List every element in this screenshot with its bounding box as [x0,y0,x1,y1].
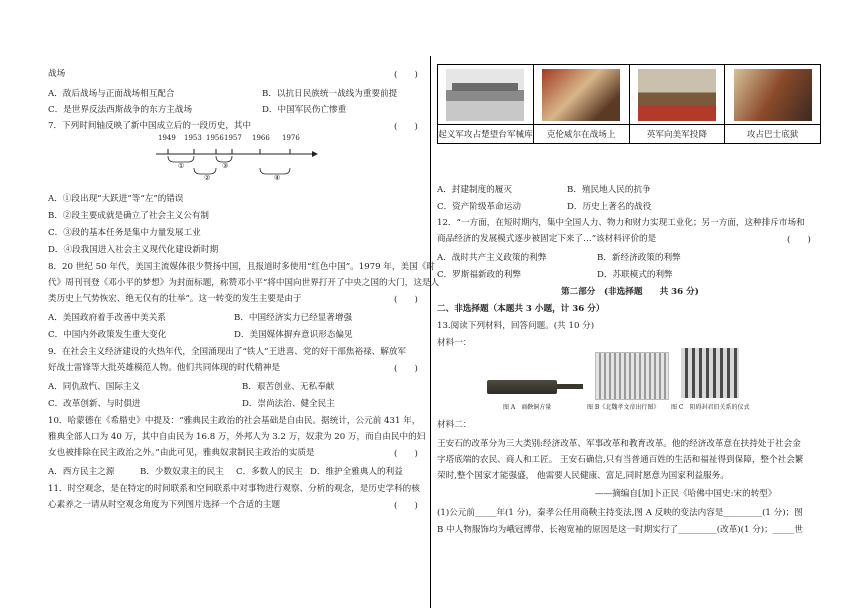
pic-cell-3 [629,65,725,125]
q6-option-a[interactable]: A．敌后战场与正面战场相互配合 [48,89,175,99]
q10-stem-line1: 10．哈蒙德在《希腊史》中提及：“雅典民主政治的社会基础是自由民。据统计，公元前 431 年， [48,416,421,426]
timeline-year-1976: 1976 [282,134,300,142]
q12-stem-line1: 12．“一方面，在短时期内，集中全国人力、物力和财力实现工业化；另一方面，这种排斥市场和 [437,218,805,228]
pic-caption-3: 英军向美军投降 [629,125,725,144]
q7-stem: 7．下列时间轴反映了新中国成立后的一段历史，其中 [48,121,252,131]
timeline-mark-1: ① [178,162,185,170]
timeline-year-1957: 1957 [224,134,242,142]
pic-caption-4: 攻占巴士底狱 [725,125,821,144]
figure-b-caption: 图 B《北魏孝文帝出行图》 [587,404,660,411]
q8-stem-line1: 8．20 世纪 50 年代，美国主流媒体很少赞扬中国，且报道时多使用“红色中国”。1979 年，美国《时 [48,262,435,272]
q7-option-d[interactable]: D．④段我国进入社会主义现代化建设新时期 [48,245,219,255]
q8-option-d[interactable]: D．美国媒体摒弃意识形态偏见 [234,330,353,340]
q6-stem-tail: 战场 [48,69,66,79]
q10-stem-line3: 女也被排除在民主政治之外。”由此可见，雅典奴隶制民主政治的实质是 [48,448,315,458]
q6-option-d[interactable]: D．中国军民伤亡惨重 [262,105,347,115]
q8-answer-paren[interactable]: ( ) [394,295,418,305]
q13-part1-line2[interactable]: B 中人物服饰均为峨冠博带、长袍宽袖的原因是这一时期实行了_________(改革)(1 分)；_____世 [437,525,803,535]
q9-option-b[interactable]: B．艰苦创业、无私奉献 [242,382,335,392]
q12-option-b[interactable]: B．新经济政策的利弊 [597,253,681,263]
photo-armory-image [446,69,524,121]
figure-a-bronze-measure-image [483,372,587,398]
q6-option-c[interactable]: C．是世界反法西斯战争的东方主战场 [48,105,193,115]
q11-option-a[interactable]: A．封建制度的履灭 [437,185,512,195]
q8-stem-line2: 代》周刊刊登《邓小平的梦想》为封面标题，称赞邓小平“将中国向世界打开了中央之国的大门，这是人 [48,278,440,288]
timeline-mark-2: ② [204,174,211,182]
q10-option-c[interactable]: C．多数人的民主 [236,467,303,477]
q10-option-b[interactable]: B．少数奴隶主的民主 [140,467,224,477]
photo-bastille-image [734,69,812,121]
material2-line1: 王安石的改革分为三大类别:经济改革、军事改革和教育改革。他的经济改革意在扶持处于社会金 [437,439,801,449]
q11-option-c[interactable]: C．资产阶级革命运动 [437,202,521,212]
q10-stem-line2: 雅典全部人口为 40 万，其中自由民为 16.8 万，外邦人为 3.2 万，奴隶为 20 万，而自由民中的妇 [48,432,426,442]
q7-answer-paren[interactable]: ( ) [394,122,418,132]
q10-answer-paren[interactable]: ( ) [394,449,418,459]
q8-option-a[interactable]: A．美国政府着手改善中美关系 [48,313,166,323]
q8-option-c[interactable]: C．中国内外政策发生重大变化 [48,330,167,340]
q11-stem-line1: 11．时空观念，是在特定的时间联系和空间联系中对事物进行观察、分析的观念，是历史学科的核 [48,484,420,494]
q9-answer-paren[interactable]: ( ) [394,364,418,374]
q12-stem-line2: 商品经济的发展模式逐步被固定下来了…”该材料评价的是 [437,234,657,244]
column-divider [430,56,431,608]
timeline-year-1949: 1949 [158,134,176,142]
q11-picture-table [437,64,821,144]
material2-source: ——摘编自[加]卜正民《哈佛中国史:宋的转型》 [595,489,777,499]
timeline-mark-3: ③ [222,162,229,170]
figure-b-procession-image [595,352,669,400]
figure-a-caption: 图 A 商鞅铜方量 [503,404,552,411]
pic-caption-1: 起义军攻占楚望台军械库 [438,125,534,144]
q11-stem-line2: 心素养之一请从时空观念角度为下列图片选择一个合适的主题 [48,500,281,510]
pic-cell-1 [438,65,534,125]
timeline-year-1956: 1956 [206,134,224,142]
q8-option-b[interactable]: B．中国经济实力已经显著增强 [234,313,353,323]
q12-option-a[interactable]: A．战时共产主义政策的利弊 [437,253,547,263]
q13-stem: 13.阅读下列材料，回答问题。(共 10 分) [437,321,595,331]
material2-line2: 字塔底端的农民、商人和工匠。 王安石确信,只有当普通百姓的生活和福祉得到保障，整个社会繁 [437,455,804,465]
q10-option-d[interactable]: D．维护全雅典人的利益 [310,467,403,477]
q13-part1-line1[interactable]: (1)公元前_____年(1 分)，秦孝公任用商鞅主持变法,图 A 反映的变法内容是_________(1 分)；图 [437,508,803,518]
q11-option-b[interactable]: B．殖民地人民的抗争 [567,185,651,195]
material2-line3: 荣时,整个国家才能强盛， 他需要人民健康、富足,同时愿意为国家利益服务。 [437,471,729,481]
pic-cell-4 [725,65,821,125]
part2-title: 第二部分 (非选择题 共 36 分) [561,287,699,297]
photo-cromwell-image [542,69,620,121]
q12-option-c[interactable]: C．罗斯福新政的利弊 [437,270,521,280]
q9-stem-line2: 好战士雷锋等大批英雄模范人物。他们共同体现的时代精神是 [48,363,281,373]
q6-option-b[interactable]: B．以抗日民族统一战线为重要前提 [262,89,398,99]
pic-caption-2: 克伦威尔在战场上 [533,125,629,144]
section2-heading: 二、非选择题（本题共 3 小题，计 36 分） [437,304,605,314]
q11-answer-paren[interactable]: ( ) [394,501,418,511]
q9-option-d[interactable]: D．崇尚法治、健全民主 [242,399,335,409]
q10-option-a[interactable]: A．西方民主之源 [48,467,115,477]
pic-cell-2 [533,65,629,125]
q6-answer-paren[interactable]: ( ) [394,70,418,80]
q7-option-c[interactable]: C．③段的基本任务是集中力量发展工业 [48,228,201,238]
photo-surrender-image [638,69,716,121]
q9-stem-line1: 9．在社会主义经济建设的火热年代，全国涌现出了“铁人”王进喜、党的好干部焦裕禄、解放军 [48,347,407,357]
figure-c-caption: 图 C 阻碍封君旧关系的仪式 [671,404,750,411]
q12-option-d[interactable]: D．苏联模式的利弊 [597,270,673,280]
material2-label: 材料二： [437,420,472,430]
timeline-year-1953: 1953 [184,134,202,142]
q12-answer-paren[interactable]: ( ) [787,235,811,245]
q8-stem-line3: 类历史上气势恢宏、绝无仅有的壮举”。这一转变的发生主要是由于 [48,294,302,304]
figure-c-ceremony-image [681,348,739,398]
timeline-mark-4: ④ [274,174,281,182]
q7-option-a[interactable]: A．①段出现“大跃进”等“左”的错误 [48,194,184,204]
timeline-year-1966: 1966 [252,134,270,142]
q9-option-c[interactable]: C．改革创新、与时俱进 [48,399,141,409]
material1-label: 材料一： [437,338,472,348]
q9-option-a[interactable]: A．同仇敌忾、国际主义 [48,382,141,392]
q7-option-b[interactable]: B．②段主要成就是确立了社会主义公有制 [48,211,210,221]
q11-option-d[interactable]: D．历史上著名的战役 [567,202,652,212]
